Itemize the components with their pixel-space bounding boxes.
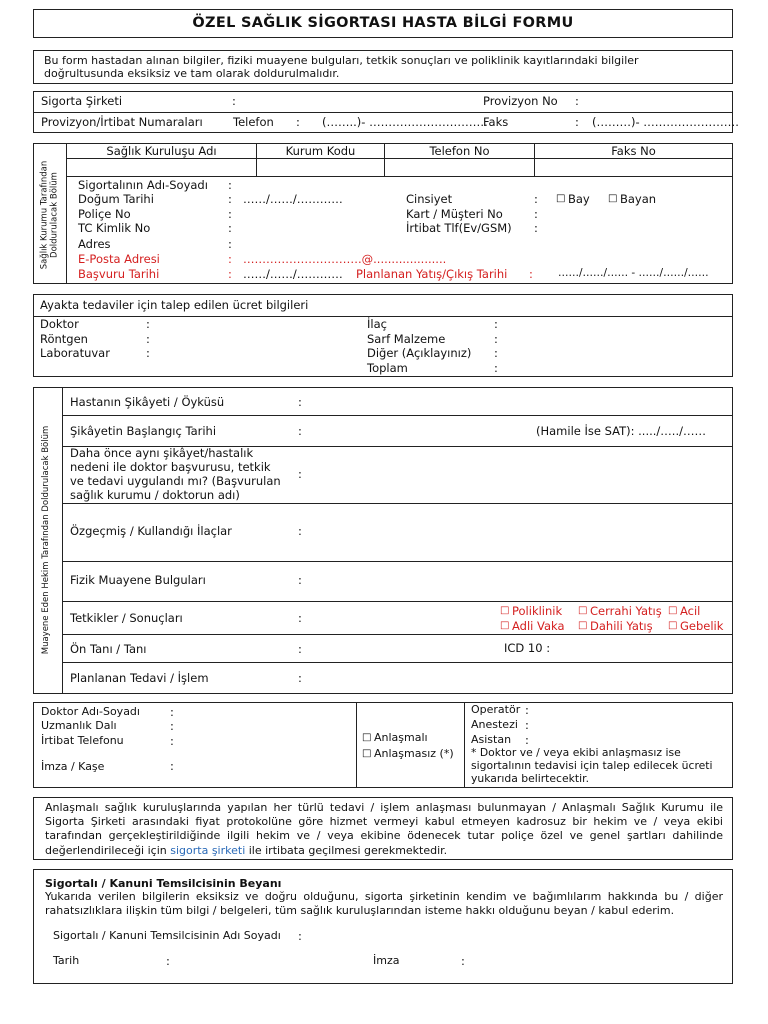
- colon: :: [228, 178, 232, 192]
- patient-side-label-1: Sağlık Kurumu Tarafından: [39, 160, 50, 270]
- type-internal: Dahili Yatış: [590, 619, 653, 633]
- doctor-note: * Doktor ve / veya ekibi anlaşmasız ise sigortalının tedavisi için talep edilecek ücreti yukarıda belirtecektir.: [471, 746, 713, 785]
- email-blank[interactable]: ………………………….@....................: [243, 252, 447, 266]
- fee-supply-label: Sarf Malzeme: [367, 332, 446, 346]
- contracted-label: Anlaşmalı: [374, 731, 428, 744]
- header-institution: Sağlık Kuruluşu Adı: [106, 144, 217, 158]
- noncontracted-label: Anlaşmasız (*): [374, 747, 454, 760]
- pregnant-label: (Hamile İse SAT): ...../…../……: [536, 424, 706, 438]
- assistant-label: Asistan: [471, 733, 512, 746]
- specialty-label: Uzmanlık Dalı: [41, 719, 117, 732]
- exam-side-label: Muayene Eden Hekim Tarafından Doldurulacak Bölüm: [41, 425, 51, 655]
- checkbox-contracted[interactable]: □: [362, 732, 372, 743]
- colon: :: [228, 207, 232, 221]
- insurer-link[interactable]: sigorta şirketi: [170, 843, 246, 857]
- fees-title: Ayakta tedaviler için talep edilen ücret bilgileri: [40, 298, 309, 312]
- card-label: Kart / Müşteri No: [406, 207, 503, 221]
- tests-label: Tetkikler / Sonuçları: [70, 611, 183, 625]
- apply-date-blank[interactable]: ……/……/…………: [243, 267, 343, 281]
- doctor-section: [33, 702, 733, 788]
- planned-date-blank[interactable]: ……/……/…… - ……/……/……: [558, 267, 709, 279]
- policy-label: Poliçe No: [78, 207, 131, 221]
- declarant-name-label: Sigortalı / Kanuni Temsilcisinin Adı Soyadı: [53, 929, 281, 942]
- agreement-text-end: ile irtibata geçilmesi gerekmektedir.: [248, 843, 448, 857]
- checkbox-noncontracted[interactable]: □: [362, 748, 372, 759]
- contact-phone-label: İrtibat Tlf(Ev/GSM): [406, 221, 512, 235]
- planned-date-label: Planlanan Yatış/Çıkış Tarihi: [356, 267, 508, 281]
- insured-name-label: Sigortalının Adı-Soyadı: [78, 178, 208, 192]
- declaration-date-label: Tarih: [53, 954, 80, 967]
- start-date-label: Şikâyetin Başlangıç Tarihi: [70, 424, 217, 438]
- form-title-box: [33, 9, 733, 38]
- colon: :: [534, 207, 538, 221]
- colon: :: [298, 929, 302, 943]
- fee-drug-label: İlaç: [367, 317, 387, 331]
- colon: :: [170, 719, 174, 733]
- colon: :: [228, 267, 232, 281]
- insurer-company-label: Sigorta Şirketi: [41, 94, 123, 108]
- phone-label: Telefon: [233, 115, 274, 129]
- fee-doctor-label: Doktor: [40, 317, 79, 331]
- colon: :: [298, 642, 302, 656]
- doctor-name-label: Doktor Adı-Soyadı: [41, 705, 140, 718]
- form-title: ÖZEL SAĞLIK SİGORTASI HASTA BİLGİ FORMU: [192, 15, 574, 31]
- type-pregnancy: Gebelik: [680, 619, 724, 633]
- email-label: E-Posta Adresi: [78, 252, 160, 266]
- declaration-section: [33, 869, 733, 984]
- checkbox-forensic[interactable]: □: [500, 620, 510, 631]
- colon: :: [298, 611, 302, 625]
- header-code: Kurum Kodu: [285, 144, 356, 158]
- address-label: Adres: [78, 237, 111, 251]
- colon: :: [461, 954, 465, 968]
- plan-label: Planlanan Tedavi / İşlem: [70, 671, 209, 685]
- colon: :: [298, 395, 302, 409]
- type-emergency: Acil: [680, 604, 701, 618]
- operator-label: Operatör: [471, 703, 521, 716]
- doctor-phone-label: İrtibat Telefonu: [41, 734, 124, 747]
- agreement-text: [45, 801, 723, 858]
- agreement-text-main: Anlaşmalı sağlık kuruluşlarında yapılan her türlü tedavi / işlem anlaşması bulunmayan / Anlaşmalı Sağlık Kurumu ile Sigorta Şirketi arasındaki fiyat protokolüne göre hizmet vermeyi kabul etmeyen kadrosuz bir hekim ve / veya ekibi tarafından gerçekleştirildiğinde ilgili hekim ve / veya ekibine ödenecek tutar poliçe özel ve genel şartları dahilinde değerlendirileceği için: [45, 801, 723, 857]
- intro-box: [33, 50, 733, 84]
- phone-blank[interactable]: (……..)- ………………………….: [322, 115, 488, 129]
- patient-side-label: [40, 147, 62, 284]
- fees-section: [33, 294, 733, 377]
- colon: :: [298, 671, 302, 685]
- colon: :: [298, 573, 302, 587]
- colon: :: [529, 267, 533, 281]
- fee-other-label: Diğer (Açıklayınız): [367, 346, 472, 360]
- provision-label: Provizyon No: [483, 94, 558, 108]
- checkbox-surgical[interactable]: □: [578, 605, 588, 616]
- colon: :: [146, 332, 150, 346]
- colon: :: [534, 221, 538, 235]
- type-forensic: Adli Vaka: [512, 619, 565, 633]
- birth-blank[interactable]: ……/……/…………: [243, 192, 343, 206]
- colon: :: [525, 718, 529, 732]
- fee-lab-label: Laboratuvar: [40, 346, 110, 360]
- insurer-box: [33, 91, 739, 133]
- history-label: Özgeçmiş / Kullandığı İlaçlar: [70, 524, 232, 538]
- colon: :: [228, 237, 232, 251]
- checkbox-outpatient[interactable]: □: [500, 605, 510, 616]
- colon: :: [575, 115, 579, 129]
- declaration-sign-label: İmza: [373, 954, 400, 967]
- prior-line-4: sağlık kurumu / doktorun adı): [70, 488, 240, 502]
- colon: :: [494, 361, 498, 375]
- colon: :: [296, 115, 300, 129]
- colon: :: [575, 94, 579, 108]
- birth-label: Doğum Tarihi: [78, 192, 154, 206]
- fax-blank[interactable]: (………)- …………………….: [592, 115, 739, 129]
- colon: :: [298, 467, 302, 481]
- colon: :: [166, 954, 170, 968]
- checkbox-pregnancy[interactable]: □: [668, 620, 678, 631]
- colon: :: [494, 346, 498, 360]
- header-phone: Telefon No: [429, 144, 490, 158]
- declaration-text: Yukarıda verilen bilgilerin eksiksiz ve doğru olduğunu, sigorta şirketinin kendim ve bağımlılarım hakkında bu / diğer rahatsızlıklara ilişkin tüm bilgi / belgeleri, tüm sağlık kuruluşlarından isteme hakkı olduğunu beyan / kabul ederim.: [45, 890, 723, 918]
- colon: :: [228, 252, 232, 266]
- type-surgical: Cerrahi Yatış: [590, 604, 662, 618]
- colon: :: [298, 424, 302, 438]
- contact-numbers-label: Provizyon/İrtibat Numaraları: [41, 115, 203, 129]
- checkbox-emergency[interactable]: □: [668, 605, 678, 616]
- colon: :: [494, 332, 498, 346]
- header-fax: Faks No: [611, 144, 656, 158]
- type-outpatient: Poliklinik: [512, 604, 563, 618]
- fax-label: Faks: [483, 115, 509, 129]
- colon: :: [525, 703, 529, 717]
- exam-section: [33, 387, 733, 694]
- gender-label: Cinsiyet: [406, 192, 453, 206]
- anesthesia-label: Anestezi: [471, 718, 518, 731]
- prior-line-3: ve tedavi uygulandı mı? (Başvurulan: [70, 474, 281, 488]
- colon: :: [170, 734, 174, 748]
- colon: :: [146, 317, 150, 331]
- checkbox-male[interactable]: □: [556, 193, 566, 204]
- diagnosis-label: Ön Tanı / Tanı: [70, 642, 147, 656]
- icd-label: ICD 10 :: [504, 641, 551, 655]
- colon: :: [534, 192, 538, 206]
- patient-section: [33, 143, 733, 284]
- colon: :: [494, 317, 498, 331]
- colon: :: [170, 705, 174, 719]
- colon: :: [146, 346, 150, 360]
- gender-male-label: Bay: [568, 192, 590, 206]
- declaration-title: Sigortalı / Kanuni Temsilcisinin Beyanı: [45, 877, 282, 890]
- patient-side-label-2: Doldurulacak Bölüm: [49, 172, 60, 258]
- fee-xray-label: Röntgen: [40, 332, 88, 346]
- intro-text: Bu form hastadan alınan bilgiler, fiziki muayene bulguları, tetkik sonuçları ve poliklinik kayıtlarındaki bilgiler doğrultusunda eksiksiz ve tam olarak doldurulmalıdır.: [44, 54, 639, 80]
- colon: :: [232, 94, 236, 108]
- tc-label: TC Kimlik No: [78, 221, 151, 235]
- complaint-label: Hastanın Şikâyeti / Öyküsü: [70, 395, 225, 409]
- agreement-section: [33, 797, 733, 860]
- physical-label: Fizik Muayene Bulguları: [70, 573, 206, 587]
- prior-visit-label: [70, 446, 281, 502]
- prior-line-1: Daha önce aynı şikâyet/hastalık: [70, 446, 254, 460]
- checkbox-female[interactable]: □: [608, 193, 618, 204]
- fee-total-label: Toplam: [367, 361, 408, 375]
- colon: :: [298, 524, 302, 538]
- gender-female-label: Bayan: [620, 192, 657, 206]
- colon: :: [228, 221, 232, 235]
- colon: :: [525, 733, 529, 747]
- colon: :: [228, 192, 232, 206]
- colon: :: [170, 759, 174, 773]
- prior-line-2: nedeni ile doktor başvurusu, tetkik: [70, 460, 271, 474]
- checkbox-internal[interactable]: □: [578, 620, 588, 631]
- sign-stamp-label: İmza / Kaşe: [41, 760, 105, 773]
- apply-date-label: Başvuru Tarihi: [78, 267, 160, 281]
